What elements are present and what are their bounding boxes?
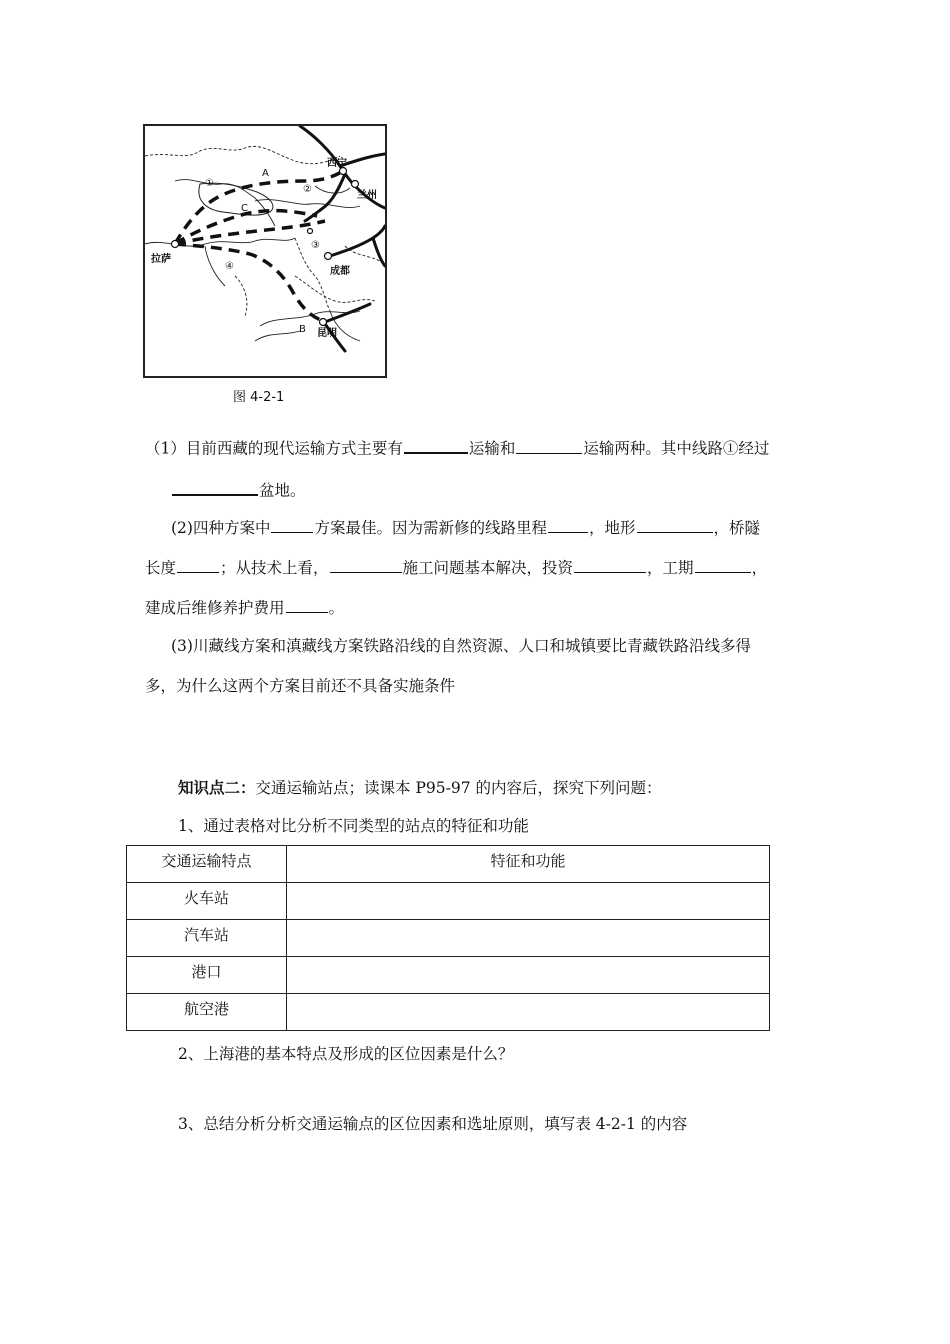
question-3-line-2: 多，为什么这两个方案目前还不具备实施条件 <box>145 677 456 695</box>
table-row <box>127 994 770 1031</box>
table-answer-cell[interactable] <box>287 957 770 994</box>
q1-text-3: 运输两种。其中线路①经过 <box>583 439 770 458</box>
q2-blank-8[interactable] <box>286 597 328 614</box>
route-number-2: ② <box>303 184 312 195</box>
city-label-xining: 西宁 <box>327 158 347 169</box>
q2-blank-2[interactable] <box>548 517 588 534</box>
table-row-label: 汽车站 <box>127 920 287 957</box>
city-label-lanzhou: 兰州 <box>357 190 377 201</box>
city-label-chengdu: 成都 <box>330 266 350 277</box>
q2-text-11: 。 <box>328 599 345 617</box>
table-row-label: 港口 <box>127 957 287 994</box>
figure-caption: 图 4-2-1 <box>233 390 285 405</box>
q2-text-4: ，桥隧 <box>713 519 761 537</box>
kp2-item-2: 2、上海港的基本特点及形成的区位因素是什么？ <box>178 1045 514 1063</box>
route-map <box>143 124 387 378</box>
q1-blank-1[interactable] <box>404 436 468 454</box>
q2-text-6: ；从技术上看， <box>220 559 329 577</box>
table-row <box>127 920 770 957</box>
knowledge-point-2-heading <box>178 776 661 798</box>
question-2-line-2 <box>145 556 767 578</box>
q2-text-3: ，地形 <box>588 519 636 537</box>
route-number-4: ④ <box>225 261 234 272</box>
table-answer-cell[interactable] <box>287 994 770 1031</box>
q2-blank-5[interactable] <box>330 557 402 574</box>
q2-text-10: 建成后维修养护费用 <box>145 599 285 617</box>
q2-blank-4[interactable] <box>177 557 219 574</box>
table-row-label: 火车站 <box>127 883 287 920</box>
knowledge-point-2-text: 交通运输站点；读课本 P95-97 的内容后，探究下列问题： <box>255 779 662 797</box>
city-label-kunming: 昆明 <box>317 328 337 339</box>
q1-text-4: 盆地。 <box>259 481 306 500</box>
kp2-item-3: 3、总结分析分析交通运输点的区位因素和选址原则，填写表 4-2-1 的内容 <box>178 1115 688 1133</box>
knowledge-point-2-label: 知识点二： <box>178 779 256 797</box>
map-letter-a: A <box>262 168 269 179</box>
q1-text-1: （1）目前西藏的现代运输方式主要有 <box>145 439 403 458</box>
q2-text-9: ， <box>751 559 768 577</box>
route-number-1: ① <box>205 178 214 189</box>
table-header-cell: 特征和功能 <box>287 846 770 883</box>
q1-blank-2[interactable] <box>516 437 582 454</box>
kp2-item-1: 1、通过表格对比分析不同类型的站点的特征和功能 <box>178 817 529 835</box>
question-1-line-2 <box>171 478 306 501</box>
table-answer-cell[interactable] <box>287 920 770 957</box>
question-3-line-1: (3)川藏线方案和滇藏线方案铁路沿线的自然资源、人口和城镇要比青藏铁路沿线多得 <box>171 637 751 655</box>
city-label-lasa: 拉萨 <box>151 254 171 265</box>
table-header-row <box>127 846 770 883</box>
q1-text-2: 运输和 <box>468 439 516 458</box>
q2-text-2: 方案最佳。因为需新修的线路里程 <box>314 519 547 537</box>
q2-text-7: 施工问题基本解决，投资 <box>402 559 574 577</box>
table-row <box>127 957 770 994</box>
stations-table <box>126 845 770 1031</box>
table-header-cell: 交通运输特点 <box>127 846 287 883</box>
table-answer-cell[interactable] <box>287 883 770 920</box>
q1-blank-3[interactable] <box>172 478 258 496</box>
q2-text-1: (2)四种方案中 <box>171 519 271 537</box>
table-row <box>127 883 770 920</box>
question-2-line-3 <box>145 596 344 618</box>
question-2-line-1 <box>171 516 760 538</box>
q2-blank-3[interactable] <box>637 517 713 534</box>
map-letter-c: C <box>241 203 248 214</box>
q2-blank-6[interactable] <box>574 557 646 574</box>
route-number-3: ③ <box>311 240 320 251</box>
table-row-label: 航空港 <box>127 994 287 1031</box>
question-1-line-1 <box>145 436 769 459</box>
q2-blank-7[interactable] <box>695 557 751 574</box>
q2-text-8: ，工期 <box>647 559 694 577</box>
q2-text-5: 长度 <box>145 559 177 577</box>
q2-blank-1[interactable] <box>271 517 313 534</box>
map-letter-b: B <box>299 324 306 335</box>
route-map-drawing <box>145 126 385 376</box>
